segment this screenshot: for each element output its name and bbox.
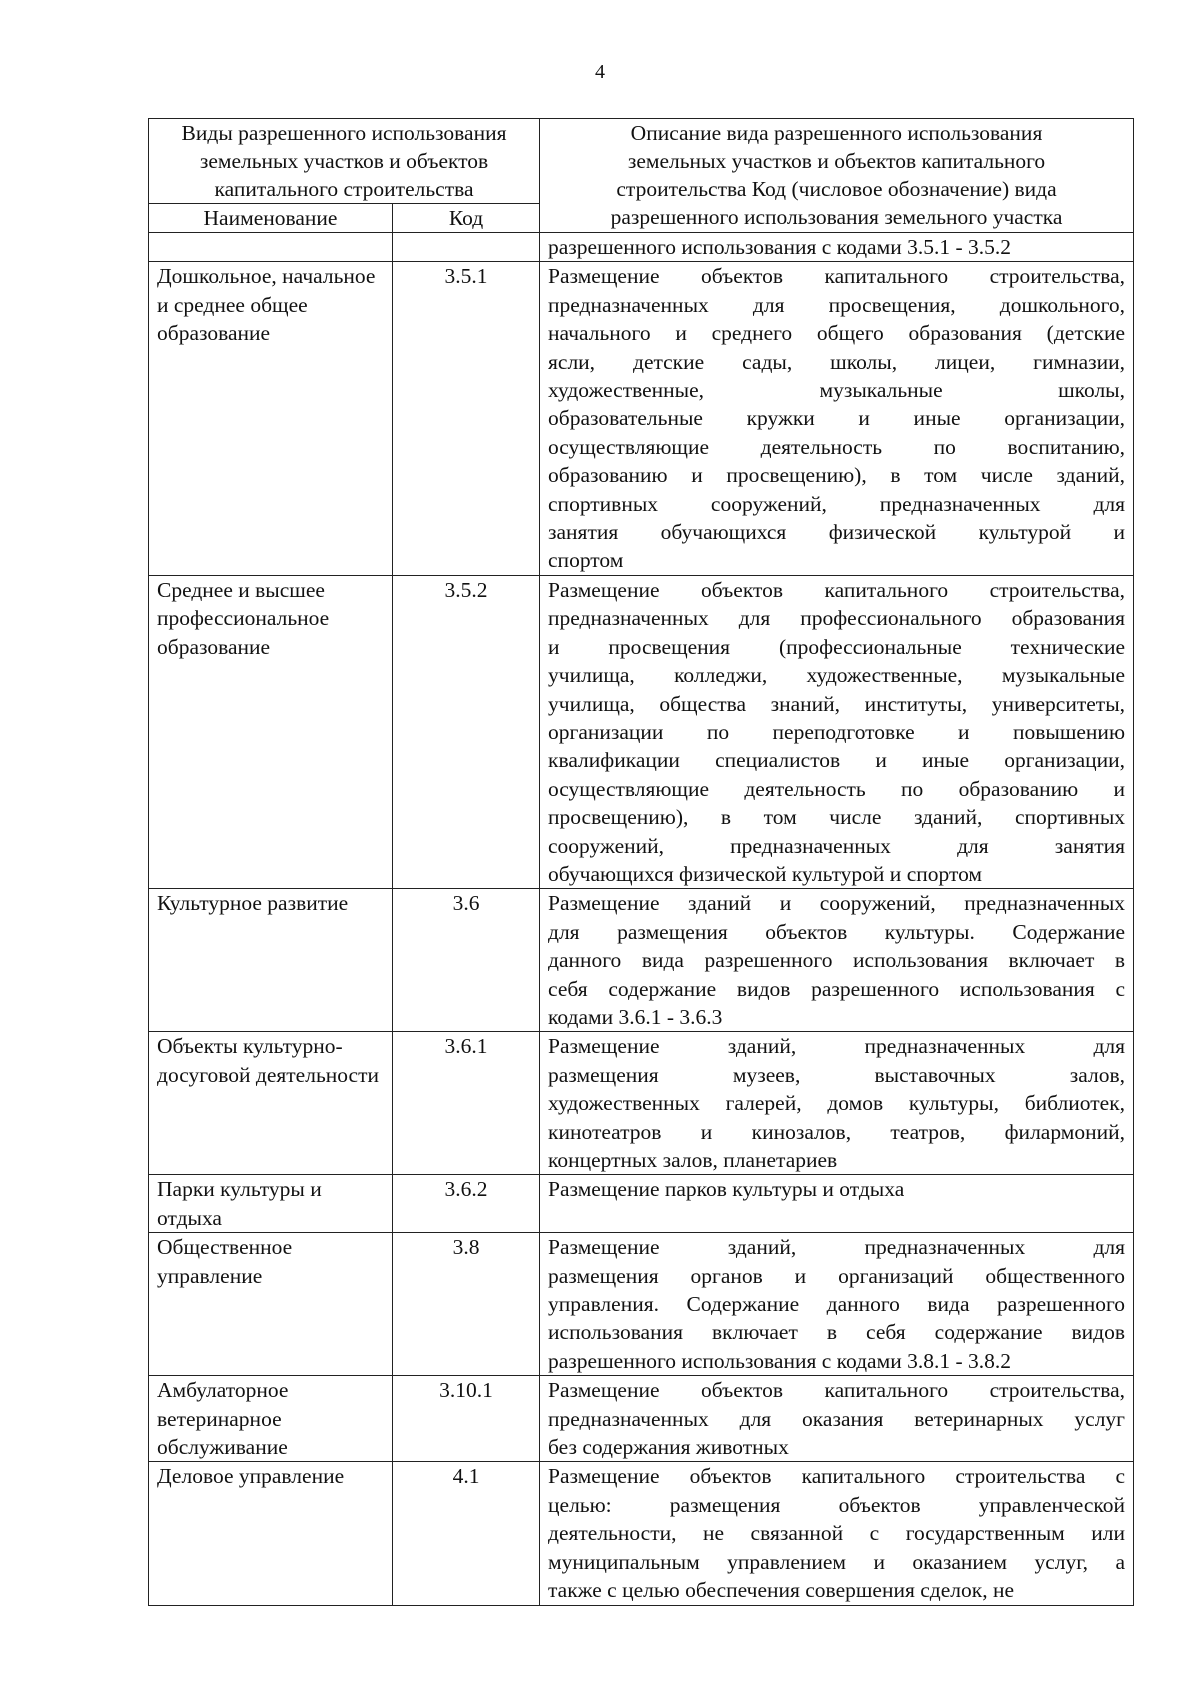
row-code: 3.6.2 — [393, 1175, 540, 1233]
description-line: Размещение зданий, предназначенных для — [548, 1034, 1126, 1059]
header-description: Описание вида разрешенного использования земельных участков и объектов капитального строительства Код (числовое обозначение) вида разрешенного использования земельного участка — [540, 119, 1134, 233]
description-line: размещения органов и организаций общественного — [548, 1263, 1126, 1288]
row-code: 3.5.1 — [393, 262, 540, 575]
row-code: 3.6 — [393, 889, 540, 1032]
row-name: Парки культуры и отдыха — [149, 1175, 393, 1233]
table-row — [149, 1233, 1134, 1376]
row-code: 3.5.2 — [393, 575, 540, 888]
row-code: 3.8 — [393, 1233, 540, 1376]
row-name: Объекты культурно-досуговой деятельности — [149, 1032, 393, 1175]
description-line: концертных залов, планетариев — [548, 1148, 838, 1172]
land-use-table — [148, 118, 1134, 1606]
table-row — [149, 1376, 1134, 1462]
description-line: образовательные кружки и иные организации, — [548, 406, 1126, 431]
description-line: муниципальным управлением и оказанием услуг, а — [548, 1549, 1126, 1574]
description-line: предназначенных для оказания ветеринарных услуг — [548, 1406, 1126, 1431]
description-line: сооружений, предназначенных для занятия — [548, 833, 1126, 858]
description-line: художественные, музыкальные школы, — [548, 378, 1126, 403]
table-row — [149, 1462, 1134, 1605]
continuation-row — [149, 233, 1134, 262]
row-description — [540, 1032, 1134, 1175]
description-line: Размещение парков культуры и отдыха — [548, 1177, 905, 1202]
description-line: художественных галерей, домов культуры, библиотек, — [548, 1091, 1126, 1116]
row-name: Среднее и высшее профессиональное образование — [149, 575, 393, 888]
row-name: Амбулаторное ветеринарное обслуживание — [149, 1376, 393, 1462]
description-line: деятельности, не связанной с государственным или — [548, 1521, 1126, 1546]
row-code: 3.6.1 — [393, 1032, 540, 1175]
description-line: просвещению), в том числе зданий, спортивных — [548, 805, 1126, 830]
description-line: спортом — [548, 548, 624, 573]
description-line: также с целью обеспечения совершения сделок, не — [548, 1578, 1014, 1603]
table-row — [149, 575, 1134, 888]
row-description — [540, 1175, 1134, 1233]
row-description — [540, 262, 1134, 575]
row-description — [540, 889, 1134, 1032]
description-line: целью: размещения объектов управленческой — [548, 1492, 1126, 1517]
description-line: Размещение зданий, предназначенных для — [548, 1235, 1126, 1260]
table-row — [149, 1032, 1134, 1175]
description-line: Размещение зданий и сооружений, предназначенных — [548, 891, 1126, 916]
row-description — [540, 1233, 1134, 1376]
description-line: разрешенного использования с кодами 3.8.1 - 3.8.2 — [548, 1348, 1012, 1373]
header-left-group: Виды разрешенного использования земельных участков и объектов капитального строительства — [149, 119, 540, 204]
table-row — [149, 1175, 1134, 1233]
description-line: осуществляющие деятельность по образованию и — [548, 776, 1126, 801]
header-code: Код — [393, 204, 540, 233]
continuation-name-cell — [149, 233, 393, 262]
description-line: училища, колледжи, художественные, музыкальные — [548, 663, 1126, 688]
description-line: кинотеатров и кинозалов, театров, филармоний, — [548, 1119, 1126, 1144]
description-line: организации по переподготовке и повышению — [548, 719, 1126, 744]
description-line: данного вида разрешенного использования включает в — [548, 948, 1126, 973]
continuation-code-cell — [393, 233, 540, 262]
row-code: 4.1 — [393, 1462, 540, 1605]
description-line: осуществляющие деятельность по воспитанию, — [548, 434, 1126, 459]
description-line: квалификации специалистов и иные организации, — [548, 748, 1126, 773]
description-line: для размещения объектов культуры. Содержание — [548, 919, 1126, 944]
table-row — [149, 262, 1134, 575]
row-name: Культурное развитие — [149, 889, 393, 1032]
row-name: Деловое управление — [149, 1462, 393, 1605]
description-line: начального и среднего общего образования (детские — [548, 321, 1126, 346]
row-description — [540, 575, 1134, 888]
description-line: без содержания животных — [548, 1435, 789, 1460]
description-line: занятия обучающихся физической культурой и — [548, 520, 1126, 545]
continuation-text: разрешенного использования с кодами 3.5.1 - 3.5.2 — [540, 233, 1134, 262]
row-code: 3.10.1 — [393, 1376, 540, 1462]
description-line: и просвещения (профессиональные технические — [548, 634, 1126, 659]
description-line: Размещение объектов капитального строительства, — [548, 264, 1126, 289]
row-description — [540, 1376, 1134, 1462]
description-line: управления. Содержание данного вида разрешенного — [548, 1292, 1126, 1317]
header-row-1 — [149, 119, 1134, 204]
description-line: себя содержание видов разрешенного использования с — [548, 976, 1126, 1001]
table-row — [149, 889, 1134, 1032]
description-line: предназначенных для просвещения, дошкольного, — [548, 292, 1126, 317]
description-line: училища, общества знаний, институты, университеты, — [548, 691, 1126, 716]
description-line: использования включает в себя содержание видов — [548, 1320, 1126, 1345]
row-name: Общественное управление — [149, 1233, 393, 1376]
row-name: Дошкольное, начальное и среднее общее образование — [149, 262, 393, 575]
description-line: Размещение объектов капитального строительства, — [548, 1378, 1126, 1403]
description-line: кодами 3.6.1 - 3.6.3 — [548, 1004, 723, 1029]
description-line: Размещение объектов капитального строительства с — [548, 1464, 1126, 1489]
description-line: размещения музеев, выставочных залов, — [548, 1062, 1126, 1087]
description-line: Размещение объектов капитального строительства, — [548, 577, 1126, 602]
page-number: 4 — [595, 61, 605, 83]
description-line: спортивных сооружений, предназначенных для — [548, 491, 1126, 516]
header-name: Наименование — [149, 204, 393, 233]
description-line: образованию и просвещению), в том числе зданий, — [548, 463, 1126, 488]
description-line: ясли, детские сады, школы, лицеи, гимназии, — [548, 349, 1126, 374]
row-description — [540, 1462, 1134, 1605]
description-line: обучающихся физической культурой и спортом — [548, 861, 983, 886]
description-line: предназначенных для профессионального образования — [548, 606, 1126, 631]
